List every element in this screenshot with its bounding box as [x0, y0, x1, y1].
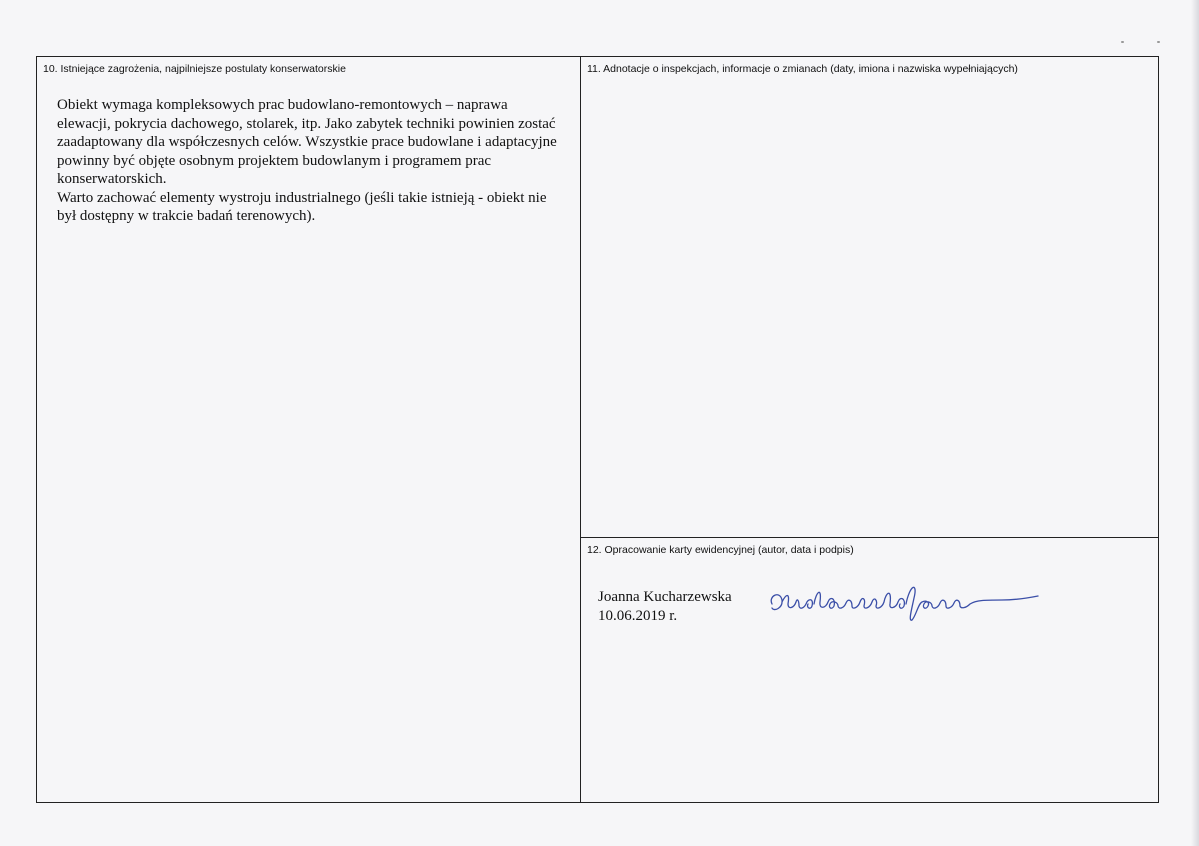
- author-date: 10.06.2019 r.: [598, 608, 678, 624]
- threats-paragraph-2: Warto zachować elementy wystroju industrialnego (jeśli takie istnieją - obiekt nie był dostępny w trakcie badań terenowych).: [57, 189, 547, 224]
- section-threats: [37, 57, 581, 802]
- paper-speck: [1121, 41, 1124, 43]
- section-inspections: [581, 57, 1158, 538]
- author-name: Joanna Kucharzewska: [598, 589, 732, 605]
- paper-speck: [1157, 41, 1160, 43]
- section-inspections-label: 11. Adnotacje o inspekcjach, informacje o zmianach (daty, imiona i nazwiska wypełniających): [587, 63, 1018, 75]
- section-record-card: [581, 538, 1158, 802]
- section-threats-label: 10. Istniejące zagrożenia, najpilniejsze postulaty konserwatorskie: [43, 63, 346, 75]
- form-frame: [36, 56, 1159, 803]
- handwritten-signature: [766, 578, 1046, 628]
- section-record-card-label: 12. Opracowanie karty ewidencyjnej (autor, data i podpis): [587, 544, 854, 556]
- threats-paragraph-1: Obiekt wymaga kompleksowych prac budowlano-remontowych – naprawa elewacji, pokrycia dachowego, stolarek, itp. Jako zabytek techniki powinien zostać zaadaptowany dla współczesnych celów. Wszystkie prace budowlane i adaptacyjne powinny być objęte osobnym projektem budowlanym i programem prac konserwatorskich.: [57, 97, 557, 187]
- author-block: [598, 588, 732, 626]
- page-edge: [1191, 0, 1199, 846]
- section-threats-text: [57, 96, 557, 226]
